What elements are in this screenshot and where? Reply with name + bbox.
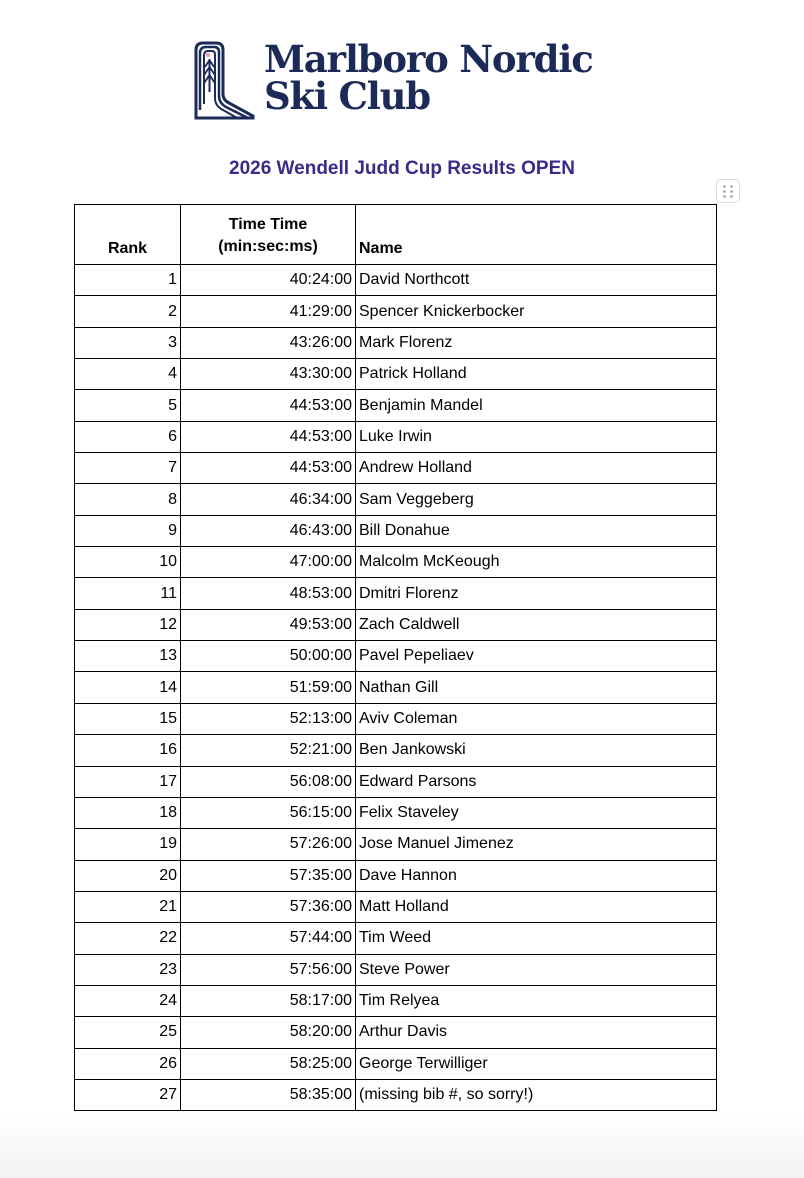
name-cell: David Northcott <box>356 265 717 296</box>
table-row <box>75 390 717 421</box>
time-cell: 47:00:00 <box>181 547 356 578</box>
name-cell: Benjamin Mandel <box>356 390 717 421</box>
name-cell: Arthur Davis <box>356 1017 717 1048</box>
time-column-header <box>181 205 356 265</box>
name-cell: Luke Irwin <box>356 421 717 452</box>
time-cell: 56:08:00 <box>181 766 356 797</box>
time-cell: 48:53:00 <box>181 578 356 609</box>
club-logo <box>193 37 593 120</box>
name-cell: Steve Power <box>356 954 717 985</box>
rank-cell: 26 <box>75 1048 181 1079</box>
tree-logo-icon <box>193 40 255 120</box>
rank-cell: 20 <box>75 860 181 891</box>
rank-cell: 27 <box>75 1079 181 1110</box>
rank-cell: 3 <box>75 327 181 358</box>
table-row <box>75 860 717 891</box>
time-cell: 50:00:00 <box>181 641 356 672</box>
rank-cell: 24 <box>75 985 181 1016</box>
rank-cell: 9 <box>75 515 181 546</box>
logo-line-2: Ski Club <box>264 74 430 118</box>
table-row <box>75 829 717 860</box>
time-cell: 58:35:00 <box>181 1079 356 1110</box>
time-cell: 58:25:00 <box>181 1048 356 1079</box>
table-row <box>75 421 717 452</box>
rank-cell: 10 <box>75 547 181 578</box>
table-row <box>75 1079 717 1110</box>
time-cell: 46:43:00 <box>181 515 356 546</box>
rank-cell: 19 <box>75 829 181 860</box>
logo-line-1: Marlboro Nordic <box>264 37 593 81</box>
table-row <box>75 547 717 578</box>
name-cell: (missing bib #, so sorry!) <box>356 1079 717 1110</box>
time-cell: 43:26:00 <box>181 327 356 358</box>
time-cell: 40:24:00 <box>181 265 356 296</box>
rank-cell: 25 <box>75 1017 181 1048</box>
rank-cell: 13 <box>75 641 181 672</box>
name-cell: Nathan Gill <box>356 672 717 703</box>
table-row <box>75 515 717 546</box>
page-title: 2026 Wendell Judd Cup Results OPEN <box>229 158 575 179</box>
time-cell: 41:29:00 <box>181 296 356 327</box>
time-cell: 44:53:00 <box>181 421 356 452</box>
rank-cell: 5 <box>75 390 181 421</box>
table-row <box>75 609 717 640</box>
time-cell: 52:21:00 <box>181 735 356 766</box>
name-cell: Spencer Knickerbocker <box>356 296 717 327</box>
table-row <box>75 985 717 1016</box>
name-cell: Matt Holland <box>356 891 717 922</box>
time-cell: 57:36:00 <box>181 891 356 922</box>
time-cell: 44:53:00 <box>181 390 356 421</box>
rank-cell: 21 <box>75 891 181 922</box>
table-row <box>75 954 717 985</box>
name-cell: Patrick Holland <box>356 359 717 390</box>
rank-cell: 6 <box>75 421 181 452</box>
time-cell: 58:17:00 <box>181 985 356 1016</box>
name-cell: George Terwilliger <box>356 1048 717 1079</box>
name-column-header: Name <box>356 205 717 265</box>
results-table <box>74 204 717 1111</box>
table-row <box>75 265 717 296</box>
name-cell: Bill Donahue <box>356 515 717 546</box>
name-cell: Pavel Pepeliaev <box>356 641 717 672</box>
name-cell: Mark Florenz <box>356 327 717 358</box>
rank-column-header: Rank <box>75 205 181 265</box>
time-cell: 57:44:00 <box>181 923 356 954</box>
table-row <box>75 891 717 922</box>
table-row <box>75 703 717 734</box>
name-cell: Felix Staveley <box>356 797 717 828</box>
table-row <box>75 327 717 358</box>
page-bottom-shade <box>0 1116 804 1178</box>
name-cell: Zach Caldwell <box>356 609 717 640</box>
table-row <box>75 484 717 515</box>
rank-cell: 14 <box>75 672 181 703</box>
name-cell: Aviv Coleman <box>356 703 717 734</box>
name-cell: Ben Jankowski <box>356 735 717 766</box>
time-cell: 57:26:00 <box>181 829 356 860</box>
time-cell: 57:56:00 <box>181 954 356 985</box>
name-cell: Dave Hannon <box>356 860 717 891</box>
table-row <box>75 453 717 484</box>
time-cell: 58:20:00 <box>181 1017 356 1048</box>
time-cell: 57:35:00 <box>181 860 356 891</box>
table-row <box>75 923 717 954</box>
time-cell: 49:53:00 <box>181 609 356 640</box>
time-cell: 52:13:00 <box>181 703 356 734</box>
table-row <box>75 672 717 703</box>
table-row <box>75 735 717 766</box>
name-cell: Jose Manuel Jimenez <box>356 829 717 860</box>
rank-cell: 1 <box>75 265 181 296</box>
rank-cell: 17 <box>75 766 181 797</box>
table-header-row <box>75 205 717 265</box>
name-cell: Malcolm McKeough <box>356 547 717 578</box>
rank-cell: 4 <box>75 359 181 390</box>
table-row <box>75 578 717 609</box>
rank-cell: 22 <box>75 923 181 954</box>
table-row <box>75 1048 717 1079</box>
rank-cell: 18 <box>75 797 181 828</box>
table-row <box>75 1017 717 1048</box>
rank-cell: 12 <box>75 609 181 640</box>
drag-handle-icon[interactable] <box>716 179 740 203</box>
rank-cell: 23 <box>75 954 181 985</box>
table-row <box>75 641 717 672</box>
rank-cell: 8 <box>75 484 181 515</box>
time-cell: 56:15:00 <box>181 797 356 828</box>
time-cell: 43:30:00 <box>181 359 356 390</box>
time-cell: 51:59:00 <box>181 672 356 703</box>
rank-cell: 16 <box>75 735 181 766</box>
table-row <box>75 359 717 390</box>
table-row <box>75 797 717 828</box>
table-row <box>75 766 717 797</box>
name-cell: Tim Weed <box>356 923 717 954</box>
time-header-line-1: Time Time <box>228 216 308 233</box>
name-cell: Edward Parsons <box>356 766 717 797</box>
table-row <box>75 296 717 327</box>
name-cell: Andrew Holland <box>356 453 717 484</box>
name-cell: Tim Relyea <box>356 985 717 1016</box>
time-cell: 44:53:00 <box>181 453 356 484</box>
rank-cell: 11 <box>75 578 181 609</box>
name-cell: Dmitri Florenz <box>356 578 717 609</box>
name-cell: Sam Veggeberg <box>356 484 717 515</box>
rank-cell: 15 <box>75 703 181 734</box>
time-cell: 46:34:00 <box>181 484 356 515</box>
rank-cell: 2 <box>75 296 181 327</box>
rank-cell: 7 <box>75 453 181 484</box>
time-header-line-2: (min:sec:ms) <box>218 238 318 255</box>
